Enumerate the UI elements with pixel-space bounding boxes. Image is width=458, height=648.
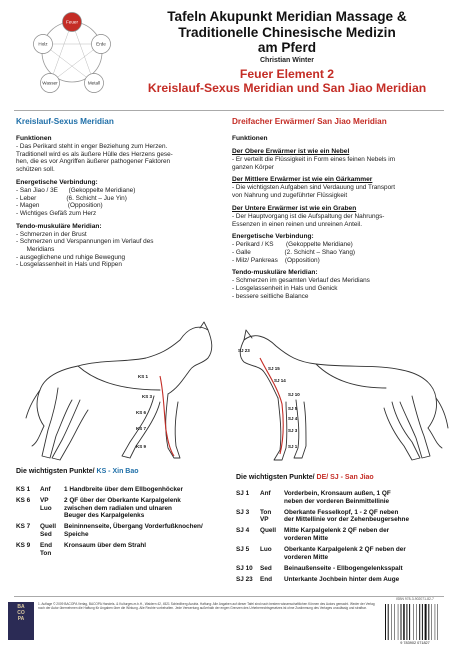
left-sections bbox=[16, 135, 224, 269]
element-subtitle bbox=[122, 67, 452, 95]
left-section-line: - ausgeglichene und ruhige Bewegung bbox=[16, 253, 126, 261]
right-sections bbox=[232, 135, 446, 300]
cycle-node-label: Holz bbox=[38, 41, 48, 47]
cycle-node-label: Feuer bbox=[65, 19, 79, 25]
barcode bbox=[382, 602, 448, 642]
author-name: Christian Winter bbox=[260, 57, 314, 64]
right-point-row bbox=[236, 490, 450, 505]
sj-point-label: SJ 14 bbox=[274, 378, 286, 383]
left-section-line: - Schmerzen und Verspannungen im Verlauf des bbox=[16, 238, 154, 246]
ks-point-label: KS 9 bbox=[136, 444, 147, 449]
left-section-line: hen, die es vor Angriffen äußerer pathogener Faktoren bbox=[16, 158, 171, 166]
element-line-2: Kreislauf-Sexus Meridian und San Jiao Meridian bbox=[147, 81, 427, 95]
sj-point-label: SJ 5 bbox=[288, 406, 298, 411]
left-section-line: - Das Perikard steht in enger Beziehung zum Herzen. bbox=[16, 143, 168, 150]
left-column-title: Kreislauf-Sexus Meridian bbox=[16, 117, 114, 126]
page-title bbox=[122, 9, 452, 56]
point-description: Beinaußenseite - Ellbogengelenksspalt bbox=[284, 564, 403, 572]
point-description: Oberkante Fesselkopf, 1 - 2 QF neben der Mittellinie vor der Zehenbeugersehne bbox=[284, 508, 410, 524]
title-line-3: am Pferd bbox=[257, 40, 317, 55]
sj-points-title bbox=[236, 474, 374, 481]
point-category: End bbox=[260, 575, 273, 583]
right-section-heading: Der Mittlere Erwärmer ist wie ein Gärkammer bbox=[232, 176, 373, 184]
title-line-1: Tafeln Akupunkt Meridian Massage & bbox=[167, 9, 407, 24]
point-description: Kronsaum über dem Strahl bbox=[64, 542, 147, 550]
right-column bbox=[232, 117, 446, 300]
element-line-1: Feuer Element 2 bbox=[239, 67, 335, 81]
ks-points-title-prefix: Die wichtigsten Punkte/ bbox=[16, 468, 97, 475]
right-section-heading: Der Untere Erwärmer ist wie ein Graben bbox=[232, 204, 357, 212]
right-section-line: - Perikard / KS (Gekoppelte Meridiane) bbox=[232, 241, 353, 249]
left-section-line: - Magen (Opposition) bbox=[16, 202, 103, 210]
horse-illustration-sj bbox=[236, 318, 450, 468]
left-point-row bbox=[16, 497, 226, 520]
cycle-node-label: Metall bbox=[87, 80, 101, 86]
left-section-heading: Energetische Verbindung: bbox=[16, 178, 98, 186]
header-divider bbox=[14, 110, 444, 111]
point-description: Mitte Karpalgelenk 2 QF neben der vorderen Mitte bbox=[284, 527, 390, 542]
ks-points-list bbox=[16, 486, 226, 561]
right-section-line: - Losgelassenheit in Hals und Genick bbox=[232, 285, 338, 293]
point-code: SJ 10 bbox=[236, 564, 253, 572]
ks-point-label: KS 1 bbox=[138, 374, 149, 379]
sj-points-title-prefix: Die wichtigsten Punkte/ bbox=[236, 474, 317, 481]
cycle-node-label: Wasser bbox=[42, 80, 58, 86]
point-category: Ton VP bbox=[260, 508, 272, 524]
point-category: Quell bbox=[260, 527, 276, 535]
point-code: SJ 5 bbox=[236, 546, 250, 554]
point-code: SJ 23 bbox=[236, 575, 253, 583]
left-section-line: schützen soll. bbox=[16, 166, 55, 174]
sj-point-label: SJ 4 bbox=[288, 416, 298, 421]
left-section-heading: Tendo-muskuläre Meridian: bbox=[16, 222, 102, 230]
left-section-line: Meridians bbox=[16, 246, 55, 254]
right-section-line: - Milz/ Pankreas (Opposition) bbox=[232, 256, 320, 264]
right-point-row bbox=[236, 509, 450, 524]
right-point-row bbox=[236, 527, 450, 542]
right-point-row bbox=[236, 576, 450, 584]
publisher-logo-text: BA CO PA bbox=[17, 604, 25, 622]
right-section-line: von Nahrung und zugeführter Flüssigkeit bbox=[232, 192, 348, 200]
left-section-line: - Leber (6. Schicht – Jue Yin) bbox=[16, 194, 127, 202]
point-code: KS 7 bbox=[16, 523, 31, 531]
sj-meridian-line bbox=[260, 358, 283, 454]
left-section-line: - San Jiao / 3E (Gekoppelte Meridiane) bbox=[16, 186, 136, 194]
right-point-row bbox=[236, 565, 450, 573]
ks-points-title bbox=[16, 468, 139, 475]
left-point-row bbox=[16, 523, 226, 538]
right-section-line: - Der Hauptvorgang ist die Aufspaltung der Nahrungs- bbox=[232, 212, 385, 220]
five-element-cycle-diagram bbox=[28, 8, 116, 96]
point-code: SJ 1 bbox=[236, 490, 250, 497]
right-section-line: - Die wichtigsten Aufgaben sind Verdauung und Transport bbox=[232, 184, 396, 192]
sj-point-label: SJ 23 bbox=[238, 348, 250, 353]
point-code: KS 1 bbox=[16, 486, 31, 493]
left-section-line: Traditionell wird es als äußere Hülle des Herzens gese- bbox=[16, 150, 173, 158]
point-category: Sed bbox=[260, 564, 272, 572]
right-section-heading: Funktionen bbox=[232, 135, 268, 142]
left-point-row bbox=[16, 542, 226, 557]
point-code: SJ 3 bbox=[236, 508, 250, 516]
left-section-line: - Wichtiges Gefäß zum Herz bbox=[16, 209, 97, 217]
left-section-line: - Losgelassenheit in Hals und Rippen bbox=[16, 261, 122, 269]
title-line-2: Traditionelle Chinesische Medizin bbox=[178, 24, 396, 40]
right-section-line: Essenzen in einen reinen und unreinen Anteil. bbox=[232, 220, 363, 228]
point-description: Oberkante Karpalgelenk 2 QF neben der vorderen Mitte bbox=[284, 546, 406, 561]
ks-point-label: KS 3 bbox=[142, 394, 153, 399]
point-description: Beininnenseite, Übergang Vorderfußknochen/ Speiche bbox=[64, 523, 203, 538]
ks-point-label: KS 6 bbox=[136, 410, 147, 415]
sj-point-label: SJ 10 bbox=[288, 392, 300, 397]
left-section-line: - Schmerzen in der Brust bbox=[16, 230, 87, 238]
footer-legal-text: 1. Auflage © 2009 BACOPA Verlag, BACOPA Handels- & Kulturges.m.b.H., Waidern 42, 4521 Schiedlberg Austria. Haftung: Alle Angaben auf dieser Tafel sind nach bestem wissenschaftlichen Können des Autors gemacht. Weder der Verlag noch der Autor übernehmen die Haftung für Angaben über die Wirkung. Alle Rechte vorbehalten. Jede Verwertung außerhalb der engen Grenzen des Urheberrechtsgesetzes ist ohne Zustimmung des Verlages unzulässig und strafbar. bbox=[38, 602, 375, 611]
left-section-heading: Funktionen bbox=[16, 135, 52, 142]
sj-point-label: SJ 3 bbox=[288, 428, 298, 433]
point-category: End Ton bbox=[40, 542, 53, 557]
right-section-heading: Tendo-muskuläre Meridian: bbox=[232, 269, 318, 277]
sj-point-label: SJ 1 bbox=[288, 444, 298, 449]
publisher-logo bbox=[8, 602, 34, 640]
cycle-node-label: Erde bbox=[96, 41, 106, 47]
right-section-line: - Schmerzen im gesamten Verlauf des Meridians bbox=[232, 277, 370, 285]
right-section-line: ganzen Körper bbox=[232, 163, 274, 171]
point-code: KS 9 bbox=[16, 542, 31, 550]
point-category: VP Luo bbox=[40, 497, 52, 512]
right-section-line: - Galle (2. Schicht – Shao Yang) bbox=[232, 248, 356, 256]
point-category: Anf bbox=[260, 490, 271, 497]
point-category: Anf bbox=[40, 486, 51, 493]
isbn-label: ISBN 978-3-902071-82-7 bbox=[396, 597, 434, 601]
left-column bbox=[16, 117, 224, 269]
point-code: SJ 4 bbox=[236, 527, 250, 535]
right-section-heading: Der Obere Erwärmer ist wie ein Nebel bbox=[232, 148, 350, 155]
point-description: Vorderbein, Kronsaum außen, 1 QF neben der vorderen Beinmittellinie bbox=[284, 490, 391, 505]
point-description: 2 QF über der Oberkante Karpalgelenk zwischen dem radialen und ulnaren Beuger des Karpalgelenks bbox=[64, 497, 181, 520]
right-section-line: - Er verteilt die Flüssigkeit in Form eines feinen Nebels im bbox=[232, 156, 396, 163]
point-category: Quell Sed bbox=[40, 523, 56, 538]
barcode-number: 9 783902 071827 bbox=[400, 641, 430, 645]
ks-points-title-accent: KS - Xin Bao bbox=[96, 468, 139, 475]
sj-points-list bbox=[236, 490, 450, 587]
sj-point-label: SJ 15 bbox=[268, 366, 280, 371]
point-category: Luo bbox=[260, 546, 272, 554]
right-column-title: Dreifacher Erwärmer/ San Jiao Meridian bbox=[232, 117, 387, 126]
horse-illustration-ks bbox=[18, 318, 218, 468]
point-description: 1 Handbreite über dem Ellbogenhöcker bbox=[64, 486, 183, 493]
right-section-line: - bessere seitliche Balance bbox=[232, 292, 309, 300]
right-point-row bbox=[236, 546, 450, 561]
ks-point-label: KS 7 bbox=[136, 426, 147, 431]
right-section-heading: Energetische Verbindung: bbox=[232, 233, 314, 241]
sj-points-title-accent: DE/ SJ - San Jiao bbox=[316, 474, 374, 481]
point-code: KS 6 bbox=[16, 497, 31, 505]
left-point-row bbox=[16, 486, 226, 494]
point-description: Unterkante Jochbein hinter dem Auge bbox=[284, 575, 400, 583]
